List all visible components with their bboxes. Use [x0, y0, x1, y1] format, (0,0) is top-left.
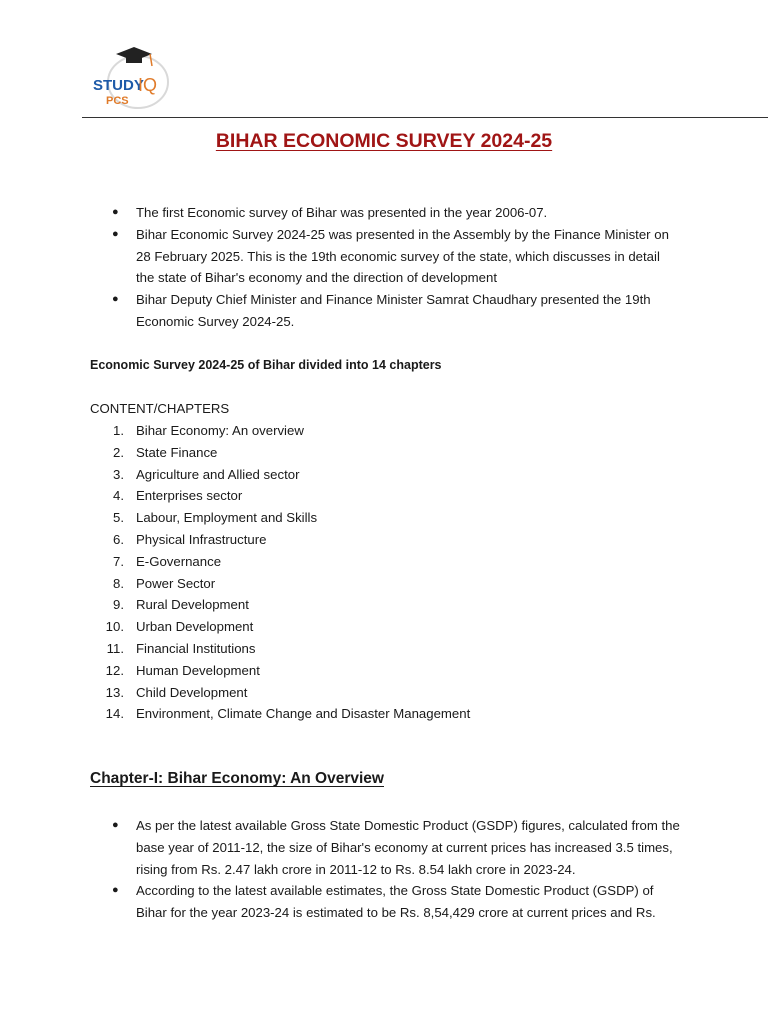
chapter-number: 12.: [105, 662, 124, 678]
chapters-subheading: Economic Survey 2024-25 of Bihar divided into 14 chapters: [90, 358, 442, 372]
studyiq-pcs-logo: [88, 44, 178, 112]
bullet-icon: ●: [112, 293, 119, 306]
logo-text-pcs: PCS: [106, 95, 129, 107]
chapter-number: 1.: [113, 423, 124, 438]
chapter-number: 3.: [113, 466, 124, 482]
chapter-number: 7.: [113, 553, 124, 569]
list-item: [0, 529, 768, 551]
bullet-icon: ●: [112, 884, 119, 897]
chapter1-bullet-list: [0, 815, 768, 924]
chapter-title: Bihar Economy: An overview: [136, 423, 304, 438]
list-item: [0, 594, 768, 616]
list-item: [0, 551, 768, 573]
list-item: [0, 616, 768, 638]
chapter-title: Rural Development: [136, 597, 249, 613]
header-divider: [82, 117, 768, 118]
chapter-title: Agriculture and Allied sector: [136, 466, 300, 482]
chapter-title: Environment, Climate Change and Disaster Management: [136, 706, 471, 722]
list-item: [0, 573, 768, 595]
chapter-number: 4.: [113, 488, 124, 504]
bullet-text: The first Economic survey of Bihar was presented in the year 2006-07.: [136, 205, 548, 220]
list-item: [0, 420, 768, 442]
chapter-title: Urban Development: [136, 619, 254, 635]
list-item: [0, 224, 768, 289]
chapter-list: [0, 420, 768, 725]
intro-bullet-list: [0, 202, 768, 333]
logo-text-iq: IQ: [138, 75, 158, 95]
list-item: [0, 464, 768, 486]
page-title: BIHAR ECONOMIC SURVEY 2024-25: [215, 130, 553, 152]
list-item: [0, 682, 768, 704]
chapter-number: 9.: [113, 597, 124, 613]
chapter-number: 2.: [113, 444, 124, 460]
list-item: [0, 202, 768, 224]
chapter-title: Child Development: [136, 684, 248, 700]
chapter-number: 5.: [113, 510, 124, 526]
list-item: [0, 507, 768, 529]
list-item: [0, 485, 768, 507]
list-item: [0, 442, 768, 464]
chapter-title: Enterprises sector: [136, 488, 243, 504]
bullet-text: Bihar Deputy Chief Minister and Finance Minister Samrat Chaudhary presented the 19th Economic Survey 2024-25.: [136, 292, 651, 329]
bullet-text: As per the latest available Gross State Domestic Product (GSDP) figures, calculated from the base year of 2011-12, the size of Bihar's economy at current prices has increased 3.5 times, rising from Rs. 2.47 lakh crore in 2011-12 to Rs. 8.54 lakh crore in 2023-24.: [136, 818, 680, 877]
logo-graphic: [88, 44, 178, 112]
chapter-title: Human Development: [136, 662, 260, 678]
logo-text-study: STUDY: [93, 77, 144, 94]
bullet-icon: ●: [112, 819, 119, 831]
list-item: [0, 289, 768, 333]
chapter-number: 8.: [113, 575, 124, 591]
chapter-title: Power Sector: [136, 575, 216, 591]
list-item: [0, 703, 768, 725]
chapter-number: 14.: [105, 706, 124, 722]
content-heading: CONTENT/CHAPTERS: [90, 401, 230, 416]
chapter-number: 13.: [105, 684, 124, 700]
bullet-text: Bihar Economic Survey 2024-25 was presented in the Assembly by the Finance Minister on 28 February 2025. This is the 19th economic survey of the state, which discusses in detail the state of Bihar's economy and the direction of development: [136, 226, 669, 286]
list-item: [0, 815, 768, 880]
list-item: [0, 638, 768, 660]
list-item: [0, 660, 768, 682]
chapter1-heading: Chapter-I: Bihar Economy: An Overview: [90, 770, 384, 787]
chapter-number: 10.: [105, 619, 124, 635]
chapter-title: Physical Infrastructure: [136, 531, 267, 547]
chapter-title: State Finance: [136, 444, 218, 460]
chapter-title: Labour, Employment and Skills: [136, 510, 318, 526]
bullet-text: According to the latest available estimates, the Gross State Domestic Product (GSDP) of Bihar for the year 2023-24 is estimated to be Rs. 8,54,429 crore at current prices and Rs.: [136, 883, 656, 921]
chapter-title: Financial Institutions: [136, 640, 256, 656]
bullet-icon: ●: [112, 206, 119, 218]
chapter-number: 6.: [113, 531, 124, 547]
list-item: [0, 880, 768, 924]
bullet-icon: ●: [112, 227, 119, 240]
chapter-title: E-Governance: [136, 553, 222, 569]
chapter-number: 11.: [106, 640, 124, 656]
